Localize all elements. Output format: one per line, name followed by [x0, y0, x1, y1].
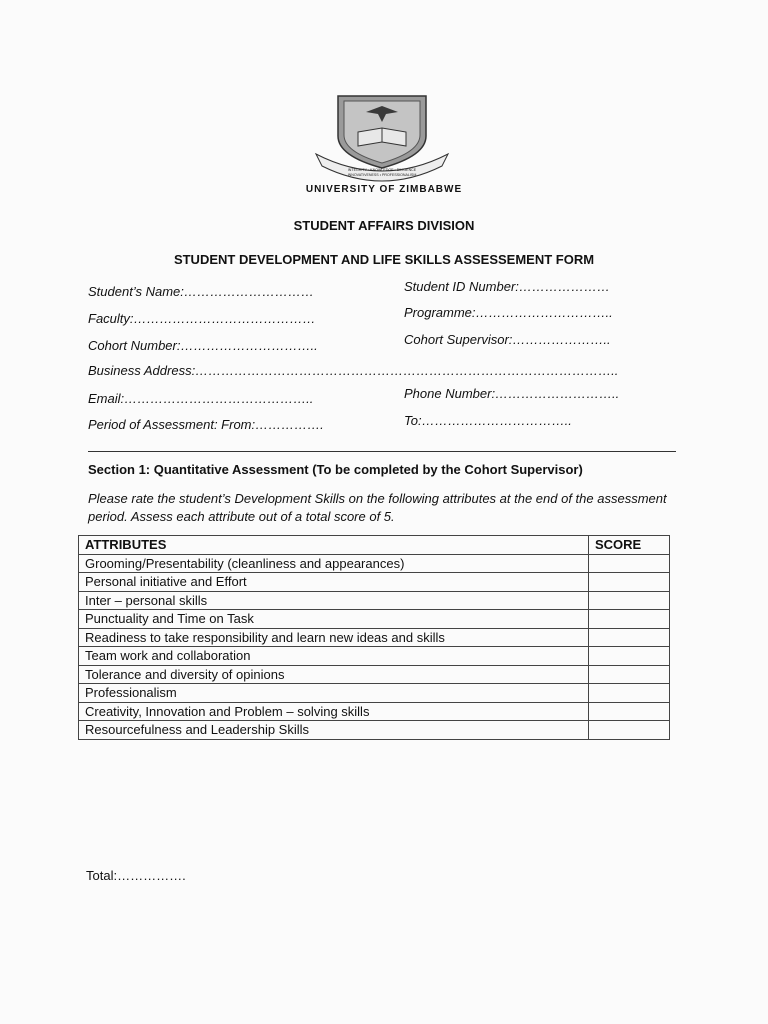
attribute-cell: Tolerance and diversity of opinions	[79, 665, 589, 684]
score-cell[interactable]	[589, 721, 670, 740]
attribute-cell: Readiness to take responsibility and learn new ideas and skills	[79, 628, 589, 647]
period-to-field[interactable]: To:……………………………..	[404, 413, 572, 428]
score-cell[interactable]	[589, 554, 670, 573]
division-title: STUDENT AFFAIRS DIVISION	[293, 218, 475, 233]
business-address-field[interactable]: Business Address:……………………………………………………………………………………..	[88, 363, 619, 378]
score-cell[interactable]	[589, 628, 670, 647]
attributes-table	[78, 535, 670, 740]
faculty-field[interactable]: Faculty:……………………………………	[88, 311, 316, 326]
attributes-header: ATTRIBUTES	[79, 536, 589, 555]
attribute-cell: Professionalism	[79, 684, 589, 703]
university-logo	[314, 92, 450, 184]
table-row	[79, 665, 670, 684]
student-id-field[interactable]: Student ID Number:…………………	[404, 279, 610, 294]
attribute-cell: Resourcefulness and Leadership Skills	[79, 721, 589, 740]
cohort-supervisor-field[interactable]: Cohort Supervisor:…………………..	[404, 332, 611, 347]
table-row	[79, 610, 670, 629]
score-cell[interactable]	[589, 610, 670, 629]
total-field[interactable]: Total:…………….	[86, 868, 186, 883]
section-heading: Section 1: Quantitative Assessment (To be completed by the Cohort Supervisor)	[88, 462, 583, 477]
table-header-row	[79, 536, 670, 555]
table-row	[79, 591, 670, 610]
table-row	[79, 573, 670, 592]
attribute-cell: Inter – personal skills	[79, 591, 589, 610]
attribute-cell: Punctuality and Time on Task	[79, 610, 589, 629]
score-cell[interactable]	[589, 573, 670, 592]
table-row	[79, 647, 670, 666]
attribute-cell: Team work and collaboration	[79, 647, 589, 666]
attribute-cell: Personal initiative and Effort	[79, 573, 589, 592]
table-row	[79, 702, 670, 721]
section-instructions: Please rate the student’s Development Skills on the following attributes at the end of the assessment period. Assess each attribute out of a total score of 5.	[88, 491, 667, 524]
score-cell[interactable]	[589, 684, 670, 703]
cohort-number-field[interactable]: Cohort Number:…………………………..	[88, 338, 318, 353]
phone-number-field[interactable]: Phone Number:………………………..	[404, 386, 620, 401]
logo-motto-line1: INTEGRITY • KNOWLEDGE • DILIGENCE	[347, 168, 417, 172]
score-cell[interactable]	[589, 702, 670, 721]
form-title: STUDENT DEVELOPMENT AND LIFE SKILLS ASSESSEMENT FORM	[173, 252, 595, 267]
score-cell[interactable]	[589, 665, 670, 684]
logo-motto-line2: INNOVATIVENESS • PROFESSIONALISM	[347, 173, 417, 177]
email-field[interactable]: Email:……………………………………..	[88, 391, 314, 406]
score-cell[interactable]	[589, 647, 670, 666]
attribute-cell: Grooming/Presentability (cleanliness and appearances)	[79, 554, 589, 573]
table-row	[79, 721, 670, 740]
period-from-field[interactable]: Period of Assessment: From:…………….	[88, 417, 324, 432]
table-row	[79, 554, 670, 573]
divider-rule	[88, 451, 676, 452]
table-row	[79, 684, 670, 703]
attribute-cell: Creativity, Innovation and Problem – solving skills	[79, 702, 589, 721]
programme-field[interactable]: Programme:…………………………..	[404, 305, 613, 320]
score-cell[interactable]	[589, 591, 670, 610]
university-name: UNIVERSITY OF ZIMBABWE	[305, 184, 463, 195]
student-name-field[interactable]: Student’s Name:…………………………	[88, 284, 314, 299]
table-row	[79, 628, 670, 647]
score-header: SCORE	[589, 536, 670, 555]
